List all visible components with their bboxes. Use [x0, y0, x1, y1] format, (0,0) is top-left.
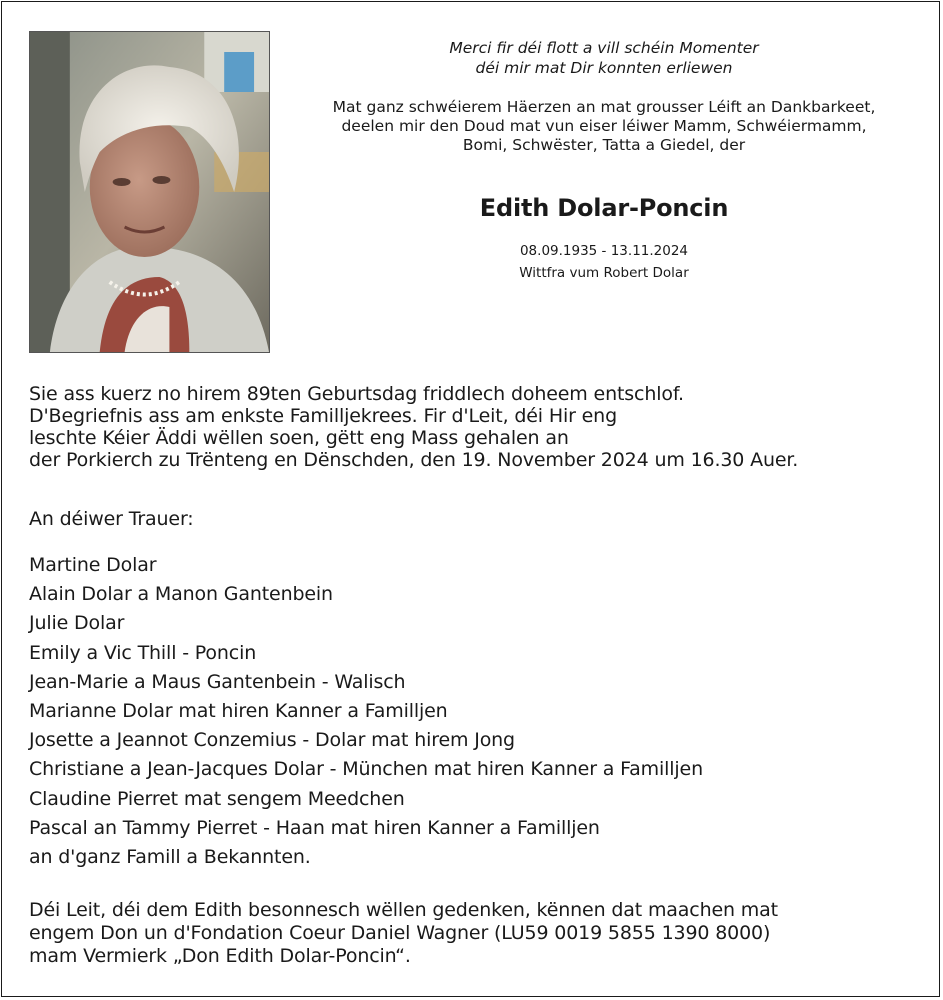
intro-text	[272, 98, 936, 155]
donation-note	[29, 899, 929, 968]
memorial-quote	[272, 38, 936, 78]
mourner-item: Christiane a Jean-Jacques Dolar - München mat hiren Kanner a Familljen	[29, 758, 703, 781]
donation-line: Déi Leit, déi dem Edith besonnesch wëllen gedenken, kënnen dat maachen mat	[29, 899, 778, 921]
notice-header	[272, 38, 936, 283]
announcement-line: leschte Kéier Äddi wëllen soen, gëtt eng Mass gehalen an	[29, 427, 569, 449]
quote-line: déi mir mat Dir konnten erliewen	[475, 59, 733, 77]
widow-note: Wittfra vum Robert Dolar	[519, 265, 689, 281]
life-dates: 08.09.1935 - 13.11.2024	[519, 243, 689, 259]
intro-line: Bomi, Schwëster, Tatta a Giedel, der	[462, 136, 746, 154]
deceased-name: Edith Dolar-Poncin	[479, 194, 729, 222]
quote-line: Merci fir déi flott a vill schéin Momenter	[449, 39, 759, 57]
mourner-item: Jean-Marie a Maus Gantenbein - Walisch	[29, 670, 406, 693]
portrait-photo	[29, 31, 270, 353]
mourner-item: Josette a Jeannot Conzemius - Dolar mat hirem Jong	[29, 729, 515, 752]
mourner-item: Martine Dolar	[29, 554, 157, 576]
portrait-image	[30, 32, 269, 352]
obituary-notice	[1, 1, 940, 997]
sorrow-heading: An déiwer Trauer:	[29, 508, 194, 530]
funeral-announcement	[29, 383, 929, 471]
mourner-item: an d'ganz Famill a Bekannten.	[29, 845, 311, 868]
mourner-item: Claudine Pierret mat sengem Meedchen	[29, 787, 405, 810]
mourner-item: Julie Dolar	[29, 612, 125, 635]
mourners-list	[29, 551, 703, 872]
donation-line: mam Vermierk „Don Edith Dolar-Poncin“.	[29, 945, 411, 967]
announcement-line: der Porkierch zu Trënteng en Dënschden, den 19. November 2024 um 16.30 Auer.	[29, 449, 799, 471]
mourner-item: Marianne Dolar mat hiren Kanner a Familljen	[29, 699, 448, 722]
mourner-item: Emily a Vic Thill - Poncin	[29, 641, 257, 664]
announcement-line: Sie ass kuerz no hirem 89ten Geburtsdag friddlech doheem entschlof.	[29, 383, 684, 405]
mourner-item: Alain Dolar a Manon Gantenbein	[29, 583, 333, 606]
intro-line: Mat ganz schwéierem Häerzen an mat grousser Léift an Dankbarkeet,	[332, 98, 876, 116]
intro-line: deelen mir den Doud mat vun eiser léiwer Mamm, Schwéiermamm,	[341, 117, 867, 135]
donation-line: engem Don un d'Fondation Coeur Daniel Wagner (LU59 0019 5855 1390 8000)	[29, 922, 771, 944]
mourner-item: Pascal an Tammy Pierret - Haan mat hiren Kanner a Familljen	[29, 816, 600, 839]
announcement-line: D'Begriefnis ass am enkste Familljekrees. Fir d'Leit, déi Hir eng	[29, 405, 617, 427]
